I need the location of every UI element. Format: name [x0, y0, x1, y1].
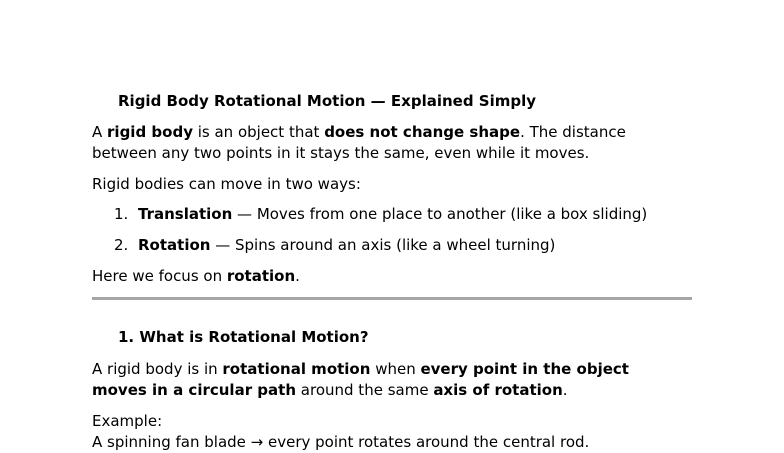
emphasis-axis-of-rotation: axis of rotation	[433, 381, 563, 399]
list-item	[114, 236, 555, 254]
list-term: Rotation	[138, 236, 211, 254]
intro-paragraph-1	[92, 122, 692, 164]
emphasis-circular-path: moves in a circular path	[92, 381, 297, 399]
list-number: 2.	[114, 236, 129, 254]
text-run: is an object that	[192, 123, 325, 141]
list-description: — Spins around an axis (like a wheel turning)	[210, 236, 556, 254]
list-term: Translation	[138, 205, 233, 223]
section1-paragraph	[92, 359, 692, 401]
text-run: .	[562, 381, 568, 399]
emphasis-does-not-change-shape: does not change shape	[324, 123, 521, 141]
emphasis-rigid-body: rigid body	[107, 123, 193, 141]
section-heading: 1. What is Rotational Motion?	[118, 328, 369, 346]
text-run: A	[92, 123, 108, 141]
text-run: . The distance	[520, 123, 626, 141]
emphasis-rotation: rotation	[226, 267, 296, 285]
horizontal-divider	[92, 297, 692, 300]
example-text: A spinning fan blade → every point rotates around the central rod.	[92, 433, 590, 451]
intro-paragraph-2	[92, 174, 692, 195]
emphasis-rotational-motion: rotational motion	[222, 360, 371, 378]
text-run: A rigid body is in	[92, 360, 223, 378]
list-item	[114, 205, 647, 223]
text-run: Here we focus on	[92, 267, 227, 285]
example-block	[92, 411, 692, 453]
text-run: Rigid bodies can move in two ways:	[92, 175, 361, 193]
intro-paragraph-3	[92, 266, 692, 287]
list-description: — Moves from one place to another (like a box sliding)	[232, 205, 648, 223]
text-run: .	[295, 267, 300, 285]
text-run: around the same	[296, 381, 434, 399]
emphasis-every-point: every point in the object	[420, 360, 629, 378]
page-title: Rigid Body Rotational Motion — Explained Simply	[118, 92, 537, 110]
text-run: when	[370, 360, 421, 378]
text-run: between any two points in it stays the same, even while it moves.	[92, 144, 590, 162]
example-label: Example:	[92, 412, 163, 430]
list-number: 1.	[114, 205, 129, 223]
